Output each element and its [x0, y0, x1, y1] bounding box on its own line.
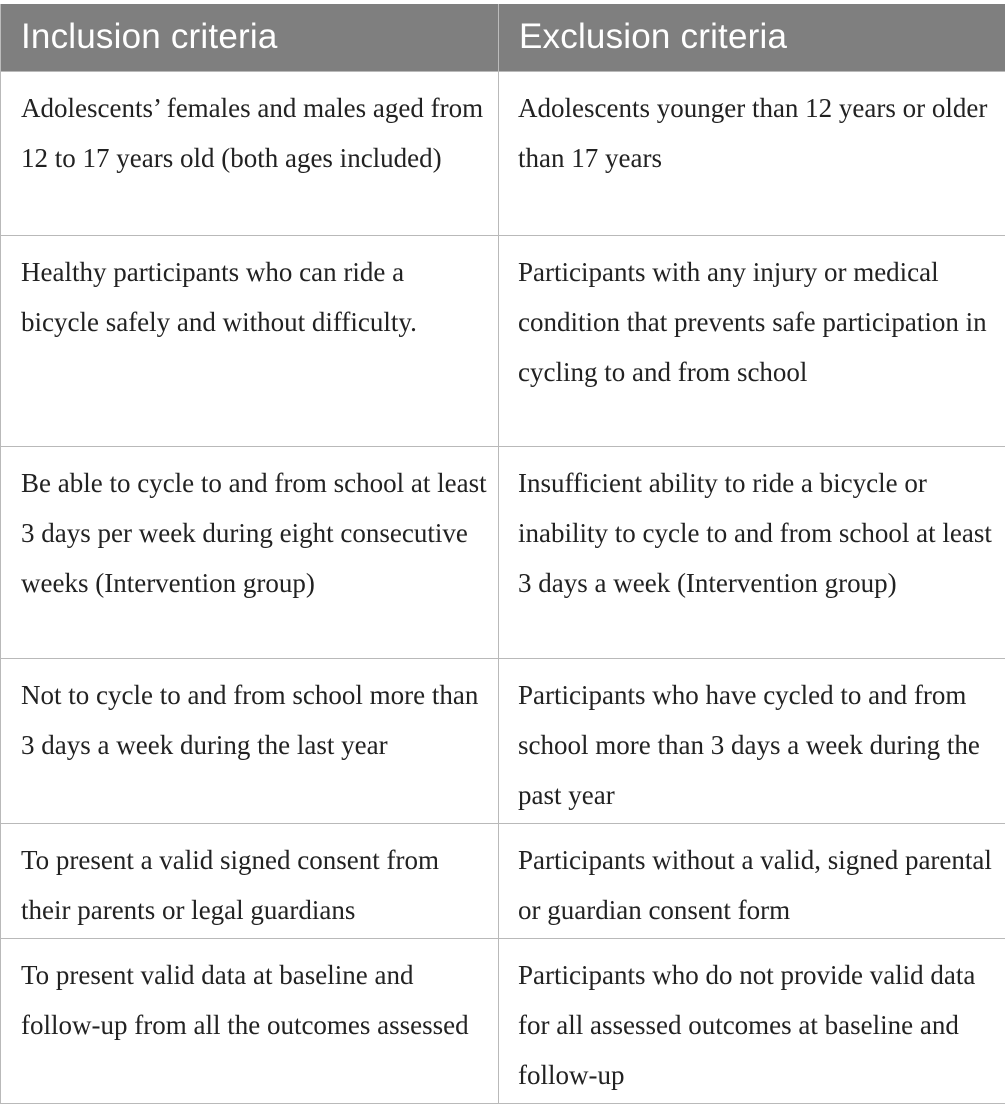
header-inclusion-criteria: Inclusion criteria	[1, 4, 499, 71]
inclusion-cell: Healthy participants who can ride a bicycle safely and without difficulty.	[1, 235, 499, 446]
inclusion-cell: Be able to cycle to and from school at least 3 days per week during eight consecutive weeks (Intervention group)	[1, 446, 499, 658]
exclusion-cell: Participants without a valid, signed parental or guardian consent form	[499, 823, 1005, 938]
table-row	[1, 823, 1005, 938]
exclusion-cell: Participants with any injury or medical condition that prevents safe participation in cycling to and from school	[499, 235, 1005, 446]
table-row	[1, 938, 1005, 1103]
criteria-table	[0, 4, 1005, 1104]
inclusion-cell: To present a valid signed consent from their parents or legal guardians	[1, 823, 499, 938]
inclusion-cell: To present valid data at baseline and follow-up from all the outcomes assessed	[1, 938, 499, 1103]
inclusion-cell: Not to cycle to and from school more than 3 days a week during the last year	[1, 658, 499, 823]
exclusion-cell: Insufficient ability to ride a bicycle or inability to cycle to and from school at least 3 days a week (Intervention group)	[499, 446, 1005, 658]
table-row	[1, 235, 1005, 446]
table-header	[1, 4, 1005, 71]
table-row	[1, 71, 1005, 235]
inclusion-cell: Adolescents’ females and males aged from 12 to 17 years old (both ages included)	[1, 71, 499, 235]
header-exclusion-criteria: Exclusion criteria	[499, 4, 1005, 71]
header-row	[1, 4, 1005, 71]
exclusion-cell: Adolescents younger than 12 years or older than 17 years	[499, 71, 1005, 235]
exclusion-cell: Participants who have cycled to and from school more than 3 days a week during the past year	[499, 658, 1005, 823]
table-body	[1, 71, 1005, 1103]
table-row	[1, 446, 1005, 658]
table-row	[1, 658, 1005, 823]
exclusion-cell: Participants who do not provide valid data for all assessed outcomes at baseline and follow-up	[499, 938, 1005, 1103]
